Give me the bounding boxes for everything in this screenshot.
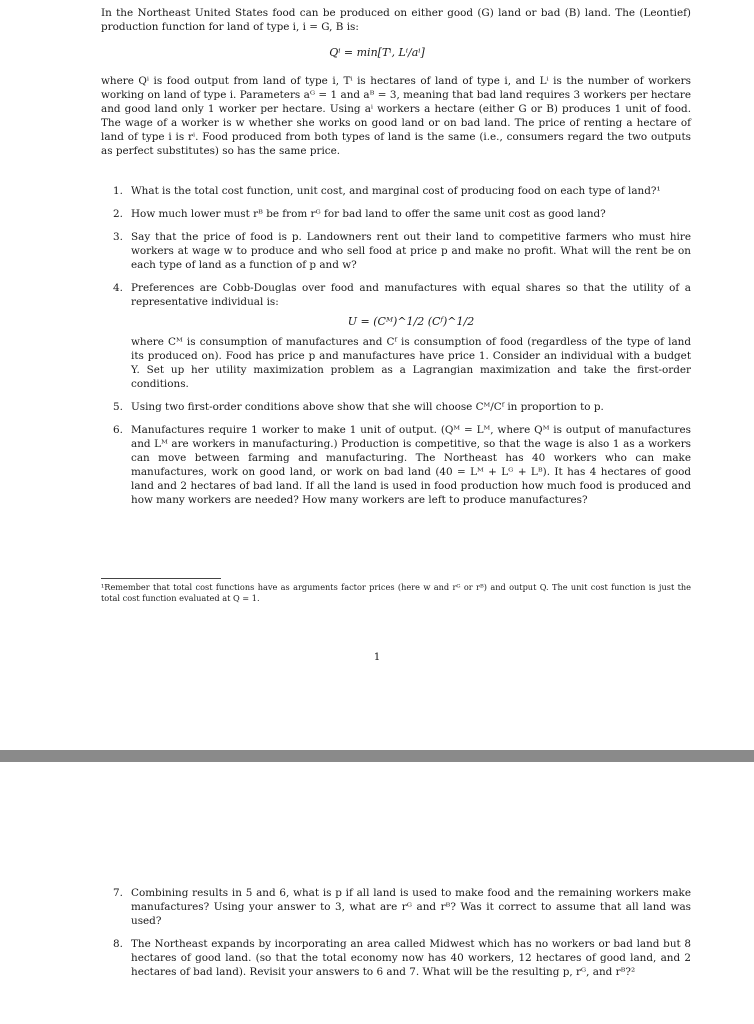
- definitions-paragraph: where Qⁱ is food output from land of type i, Tⁱ is hectares of land of type i, and Lⁱ is the number of workers working on land of type i. Parameters aᴳ = 1 and aᴮ = 3, meaning that bad land requires 3 workers per hectare and good land only 1 worker per hectare. Using aⁱ workers a hectare (either G or B) produces 1 unit of food. The wage of a worker is w whether she works on good land or on bad land. The price of renting a hectare of land of type i is rⁱ. Food produced from both types of land is the same (i.e., consumers regard the two outputs as perfect substitutes) so has the same price.: [101, 75, 691, 157]
- question-number: 2.: [113, 208, 123, 220]
- intro-paragraph: In the Northeast United States food can be produced on either good (G) land or bad (B) land. The (Leontief) production function for land of type i, i = G, B is:: [101, 7, 691, 33]
- question-number: 6.: [113, 424, 123, 436]
- question-number: 8.: [113, 938, 123, 950]
- question-text: Manufactures require 1 worker to make 1 unit of output. (Qᴹ = Lᴹ, where Qᴹ is output of manufactures and Lᴹ are workers in manufacturing.) Production is competitive, so that the wage is also 1 as a workers can move between farming and manufacturing. The Northeast has 40 workers who can make manufactures, work on good land, or work on bad land (40 = Lᴹ + Lᴳ + Lᴮ). It has 4 hectares of good land and 2 hectares of bad land. If all the land is used in food production how much food is produced and how many workers are needed? How many workers are left to produce manufactures?: [131, 424, 691, 506]
- page-number: 1: [373, 651, 381, 663]
- question-number: 5.: [113, 401, 123, 413]
- utility-equation: U = (Cᴹ)^1/2 (Cᶠ)^1/2: [347, 315, 475, 328]
- question-1: [101, 184, 691, 198]
- question-3: [101, 230, 691, 272]
- question-number: 3.: [113, 231, 123, 243]
- question-text: Preferences are Cobb-Douglas over food and manufactures with equal shares so that the utility of a representative individual is:: [131, 282, 691, 308]
- footnote: ¹Remember that total cost functions have as arguments factor prices (here w and rᴳ or rᴮ) and output Q. The unit cost function is just the total cost function evaluated at Q = 1.: [101, 582, 691, 603]
- question-number: 4.: [113, 282, 123, 294]
- question-2: [101, 207, 691, 221]
- question-text: The Northeast expands by incorporating an area called Midwest which has no workers or bad land but 8 hectares of good land. (so that the total economy now has 40 workers, 12 hectares of good land, and 2 hectares of bad land). Revisit your answers to 6 and 7. What will be the resulting p, rᴳ, and rᴮ?²: [131, 938, 691, 978]
- page-separator: [0, 750, 754, 762]
- question-text: Combining results in 5 and 6, what is p if all land is used to make food and the remaining workers make manufactures? Using your answer to 3, what are rᴳ and rᴮ? Was it correct to assume that all land was used?: [131, 887, 691, 927]
- question-text: How much lower must rᴮ be from rᴳ for bad land to offer the same unit cost as good land?: [131, 208, 606, 220]
- question-4: [101, 281, 691, 391]
- question-text: What is the total cost function, unit cost, and marginal cost of producing food on each type of land?¹: [131, 185, 661, 197]
- question-7: [101, 886, 691, 928]
- footnote-rule: [101, 578, 221, 579]
- production-function-equation: Qⁱ = min[Tⁱ, Lⁱ/aⁱ]: [329, 46, 425, 59]
- page-2: [0, 762, 754, 1024]
- question-text: Using two first-order conditions above show that she will choose Cᴹ/Cᶠ in proportion to p.: [131, 401, 604, 413]
- question-list-page1: [101, 184, 691, 516]
- question-list-page2: [101, 886, 691, 988]
- question-number: 7.: [113, 887, 123, 899]
- question-5: [101, 400, 691, 414]
- question-text: Say that the price of food is p. Landowners rent out their land to competitive farmers who must hire workers at wage w to produce and who sell food at price p and make no profit. What will the rent be on each type of land as a function of p and w?: [131, 231, 691, 271]
- question-6: [101, 423, 691, 507]
- question-text-continued: where Cᴹ is consumption of manufactures and Cᶠ is consumption of food (regardless of the type of land its produced on). Food has price p and manufactures have price 1. Consider an individual with a budget Y. Set up her utility maximization problem as a Lagrangian maximization and take the first-order conditions.: [131, 336, 691, 390]
- question-8: [101, 937, 691, 979]
- question-number: 1.: [113, 185, 123, 197]
